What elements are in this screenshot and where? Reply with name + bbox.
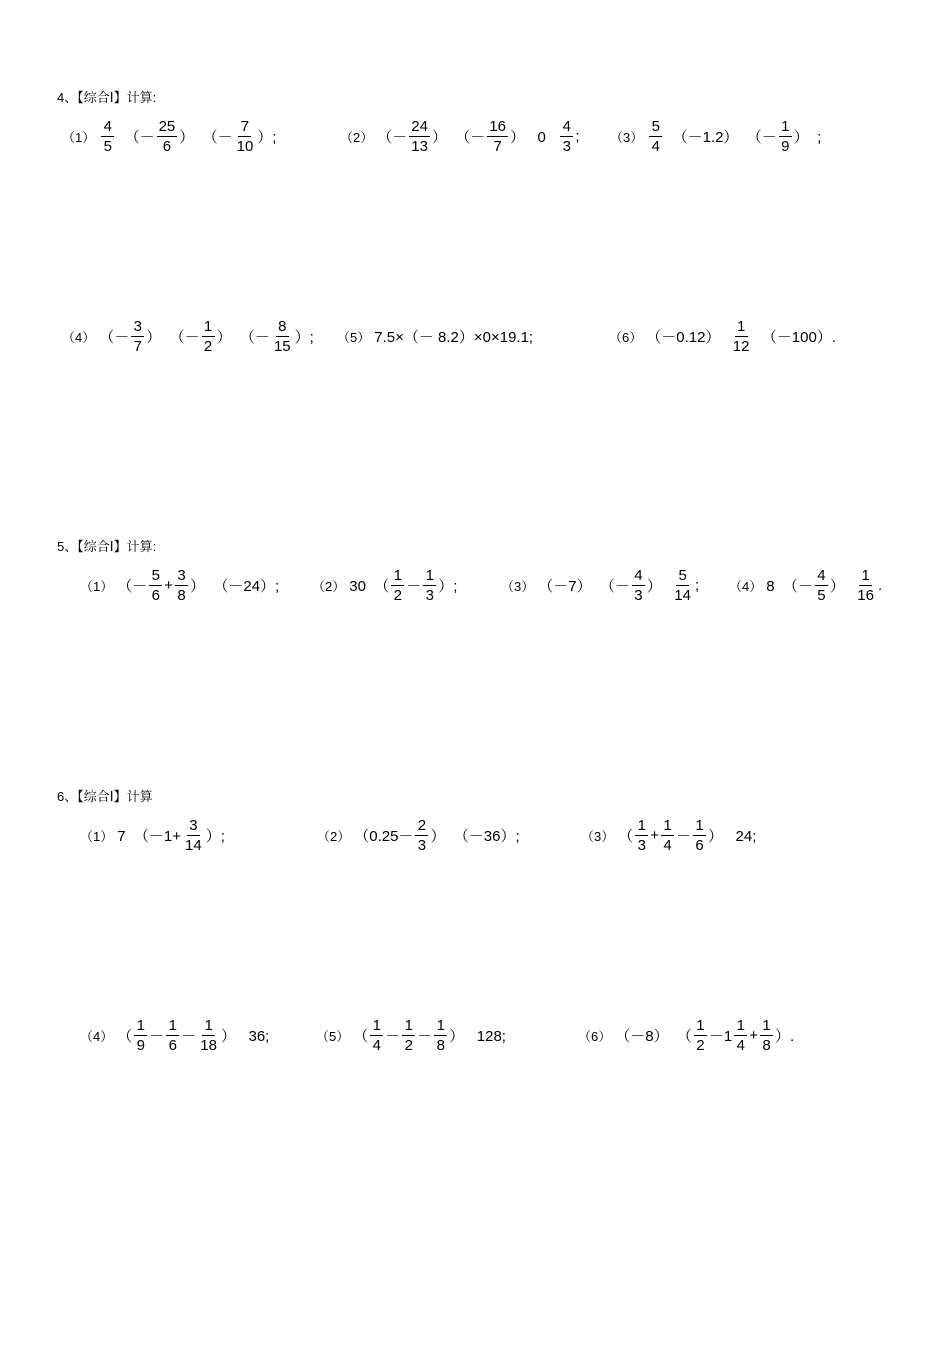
fraction [370, 1016, 383, 1055]
fraction-numerator: 4 [632, 566, 645, 586]
fraction [779, 117, 792, 156]
fraction-numerator: 1 [202, 317, 215, 337]
section-6-heading: 6、【综合Ⅰ】计算 [57, 789, 153, 804]
fraction-denominator: 9 [781, 137, 790, 155]
fraction [661, 816, 674, 855]
fraction-numerator: 1 [166, 1016, 179, 1036]
expression-text: + [164, 576, 174, 594]
expression-text: . [877, 576, 883, 594]
problem-6-1 [80, 813, 225, 857]
expression-text: ） [646, 577, 671, 595]
fraction-denominator: 6 [151, 586, 160, 604]
expression-text: 7 （－1+ [117, 827, 182, 845]
fraction-denominator: 10 [236, 137, 254, 155]
fraction-denominator: 2 [696, 1036, 705, 1054]
fraction [815, 566, 828, 605]
fraction [166, 1016, 179, 1055]
fraction [487, 117, 508, 156]
expression-text: － [385, 1027, 401, 1045]
problem-6-3 [581, 813, 756, 857]
fraction-denominator: 3 [634, 586, 643, 604]
fraction-denominator: 12 [732, 337, 750, 355]
fraction-numerator: 3 [175, 566, 188, 586]
fraction-numerator: 24 [411, 117, 428, 135]
fraction [693, 816, 706, 855]
fraction-numerator: 1 [779, 117, 792, 137]
fraction-denominator: 4 [372, 1036, 381, 1054]
expression-text: （－0.12） [646, 328, 729, 346]
problem-4-4 [62, 314, 314, 358]
expression-text: （－1.2） （－ [664, 128, 777, 146]
expression-text: － [149, 1027, 165, 1045]
fraction-numerator: 1 [370, 1016, 383, 1036]
expression-text: （－100）. [753, 328, 836, 346]
fraction [402, 1016, 415, 1055]
problem-number: （6） [609, 329, 643, 345]
fraction-denominator: 6 [695, 836, 704, 854]
problem-number: （1） [62, 129, 96, 145]
problem-number: （4） [729, 578, 763, 594]
fraction-denominator: 2 [393, 586, 402, 604]
expression-text: 30 （ [349, 577, 390, 595]
problem-5-2 [312, 563, 457, 607]
problem-5-3 [501, 563, 699, 607]
fraction-numerator: 1 [134, 1016, 147, 1036]
fraction [235, 117, 256, 156]
fraction-numerator: 1 [693, 816, 706, 836]
fraction-numerator: 1 [734, 1016, 747, 1036]
expression-text: （－ [117, 577, 148, 595]
fraction-denominator: 8 [762, 1036, 771, 1054]
expression-text: ） （－36）; [430, 827, 520, 845]
problem-4-2 [340, 114, 580, 158]
expression-text: ） （－ [216, 328, 270, 346]
expression-text: （ [117, 1027, 133, 1045]
problem-5-1 [80, 563, 279, 607]
fraction-numerator: 25 [158, 117, 176, 135]
problem-number: （3） [581, 828, 615, 844]
fraction-numerator: 1 [423, 566, 436, 586]
fraction-numerator: 5 [676, 566, 689, 586]
problem-number: （2） [317, 828, 351, 844]
fraction [855, 566, 876, 605]
expression-text: ） （－ [146, 328, 200, 346]
problem-number: （6） [578, 1028, 612, 1044]
fraction-denominator: 7 [493, 137, 502, 155]
fraction-numerator: 1 [635, 816, 648, 836]
expression-text: － [417, 1027, 433, 1045]
problem-4-3 [610, 114, 821, 158]
fraction-denominator: 4 [651, 137, 660, 155]
expression-text: 8 （－ [766, 577, 813, 595]
expression-text: －1 [708, 1027, 733, 1045]
fraction [202, 317, 215, 356]
fraction-denominator: 5 [103, 137, 112, 155]
fraction-denominator: 2 [404, 1036, 413, 1054]
expression-text: （－8） （ [615, 1027, 692, 1045]
expression-text: － [676, 827, 692, 845]
problem-4-1 [62, 114, 276, 158]
fraction-denominator: 6 [162, 137, 172, 155]
expression-text: ） 0 [509, 128, 559, 146]
problem-number: （5） [316, 1028, 350, 1044]
fraction-denominator: 18 [200, 1036, 217, 1054]
expression-text: （－ [377, 128, 408, 146]
expression-text: ） （－ [431, 128, 486, 146]
fraction-numerator: 1 [402, 1016, 415, 1036]
expression-text: + [749, 1026, 759, 1044]
fraction [734, 1016, 747, 1055]
fraction [391, 566, 404, 605]
expression-text: （ [618, 827, 634, 845]
fraction-denominator: 16 [857, 586, 874, 604]
fraction [672, 566, 693, 605]
problem-number: （1） [80, 578, 114, 594]
expression-text: （0.25－ [354, 827, 414, 845]
fraction-denominator: 3 [562, 137, 571, 155]
fraction [175, 566, 188, 605]
expression-text: ） ; [793, 128, 822, 146]
expression-text: ）; [257, 128, 277, 146]
expression-text: ）; [205, 827, 225, 845]
expression-text: ） 36; [220, 1027, 270, 1045]
problem-6-2 [317, 813, 520, 857]
fraction-numerator: 3 [187, 816, 200, 836]
expression-text: ） 24; [708, 827, 757, 845]
expression-text: ） 128; [449, 1027, 506, 1045]
expression-text: 7.5×（－ 8.2）×0×19.1; [374, 328, 534, 346]
fraction [694, 1016, 707, 1055]
fraction [632, 566, 645, 605]
fraction [423, 566, 436, 605]
expression-text: （－ [116, 128, 155, 146]
fraction-denominator: 4 [736, 1036, 745, 1054]
fraction-numerator: 1 [202, 1016, 215, 1036]
fraction [760, 1016, 773, 1055]
problem-6-6 [578, 1013, 794, 1057]
fraction-numerator: 7 [238, 117, 251, 137]
expression-text: （ [353, 1027, 369, 1045]
expression-text: （－7） （－ [538, 577, 630, 595]
expression-text: － [406, 577, 422, 595]
fraction-numerator: 1 [859, 566, 872, 586]
fraction-denominator: 5 [817, 586, 826, 604]
fraction-numerator: 5 [649, 117, 662, 137]
fraction [183, 816, 204, 855]
problem-6-5 [316, 1013, 506, 1057]
fraction [560, 117, 573, 156]
fraction-denominator: 15 [273, 337, 291, 355]
fraction [415, 816, 428, 855]
fraction-denominator: 2 [203, 337, 213, 355]
fraction-numerator: 1 [694, 1016, 707, 1036]
fraction [101, 117, 114, 156]
fraction-denominator: 3 [637, 836, 646, 854]
fraction-numerator: 1 [735, 317, 748, 337]
fraction [409, 117, 430, 156]
problem-number: （2） [312, 578, 346, 594]
expression-text: ; [575, 127, 580, 145]
expression-text: ） （－ [179, 128, 233, 146]
fraction [649, 117, 662, 156]
problem-number: （2） [340, 129, 374, 145]
problem-4-5 [337, 314, 533, 358]
fraction-denominator: 6 [168, 1036, 177, 1054]
fraction [272, 317, 293, 356]
problem-number: （1） [80, 828, 114, 844]
expression-text: － [181, 1027, 197, 1045]
fraction [157, 117, 178, 156]
fraction-numerator: 4 [101, 117, 114, 137]
fraction [635, 816, 648, 855]
fraction-denominator: 9 [136, 1036, 145, 1054]
fraction-denominator: 3 [417, 836, 427, 854]
fraction-numerator: 5 [149, 566, 162, 586]
fraction-denominator: 7 [133, 337, 142, 355]
expression-text: ; [694, 576, 700, 594]
problem-5-4 [729, 563, 882, 607]
fraction-denominator: 13 [411, 137, 428, 155]
problem-number: （4） [62, 329, 96, 345]
problem-number: （3） [610, 129, 644, 145]
fraction-numerator: 1 [760, 1016, 773, 1036]
expression-text: （－ [99, 328, 130, 346]
fraction [131, 317, 144, 356]
fraction-denominator: 14 [674, 586, 691, 604]
fraction [134, 1016, 147, 1055]
expression-text: ）; [438, 577, 458, 595]
problem-4-6 [609, 314, 836, 358]
fraction-numerator: 4 [560, 117, 573, 137]
expression-text: ） [829, 577, 854, 595]
fraction-numerator: 1 [391, 566, 404, 586]
fraction [731, 317, 752, 356]
fraction-numerator: 3 [131, 317, 144, 337]
problem-6-4 [80, 1013, 269, 1057]
fraction-numerator: 2 [415, 816, 428, 836]
problem-number: （5） [337, 329, 371, 345]
fraction-numerator: 1 [434, 1016, 447, 1036]
fraction [434, 1016, 447, 1055]
fraction-numerator: 4 [815, 566, 828, 586]
fraction-numerator: 1 [661, 816, 674, 836]
fraction [198, 1016, 219, 1055]
fraction-denominator: 3 [425, 586, 434, 604]
problem-number: （4） [80, 1028, 114, 1044]
section-5-heading: 5、【综合Ⅰ】计算: [57, 539, 157, 554]
expression-text: ）. [775, 1027, 795, 1045]
section-4-heading: 4、【综合Ⅰ】计算: [57, 90, 157, 105]
expression-text: ） （－24）; [190, 577, 280, 595]
expression-text: ）; [294, 328, 314, 346]
fraction [149, 566, 162, 605]
fraction-numerator: 16 [489, 117, 506, 135]
fraction-denominator: 14 [185, 836, 202, 854]
expression-text: + [650, 826, 660, 844]
problem-number: （3） [501, 578, 535, 594]
fraction-numerator: 8 [276, 317, 289, 337]
fraction-denominator: 8 [436, 1036, 445, 1054]
fraction-denominator: 4 [663, 836, 672, 854]
fraction-denominator: 8 [177, 586, 186, 604]
